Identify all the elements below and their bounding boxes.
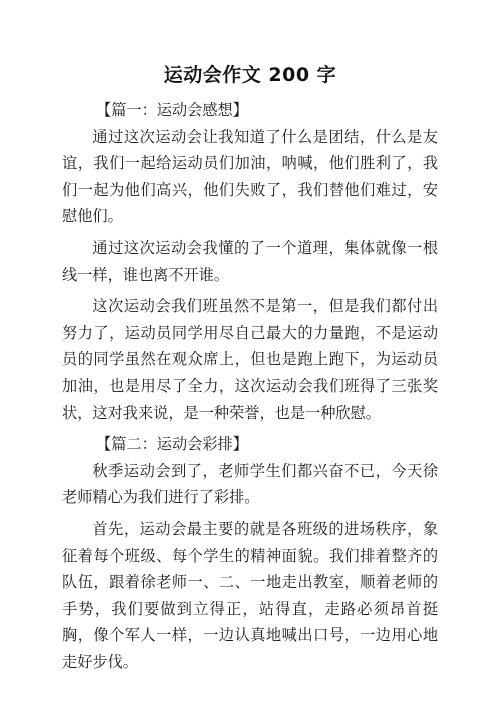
paragraph: 通过这次运动会我懂的了一个道理，集体就像一根线一样，谁也离不开谁。 (62, 238, 438, 284)
paragraph: 通过这次运动会让我知道了什么是团结，什么是友谊，我们一起给运动员们加油，呐喊，他们胜利了，我们一起为他们高兴，他们失败了，我们替他们难过，安慰他们。 (62, 127, 438, 226)
document-body (62, 97, 438, 680)
paragraph: 秋季运动会到了，老师学生们都兴奋不已，今天徐老师精心为我们进行了彩排。 (62, 461, 438, 507)
section-heading: 【篇一：运动会感想】 (96, 101, 248, 119)
document-title: 运动会作文 200 字 (163, 64, 337, 86)
paragraph: 首先，运动会最主要的就是各班级的进场秩序，象征着每个班级、每个学生的精神面貌。我们排着整齐的队伍，跟着徐老师一、二、一地走出教室，顺着老师的手势，我们要做到立得正，站得直，走路必须昂首挺胸，像个军人一样，一边认真地喊出口号，一边用心地走好步伐。 (62, 519, 438, 671)
section-heading: 【篇二：运动会彩排】 (96, 435, 248, 454)
paragraph: 这次运动会我们班虽然不是第一，但是我们都付出努力了，运动员同学用尽自己最大的力量跑，不是运动员的同学虽然在观众席上，但也是跑上跑下，为运动员加油，也是用尽了全力，这次运动会我们班得了三张奖状，这对我来说，是一种荣誉，也是一种欣慰。 (62, 297, 438, 422)
